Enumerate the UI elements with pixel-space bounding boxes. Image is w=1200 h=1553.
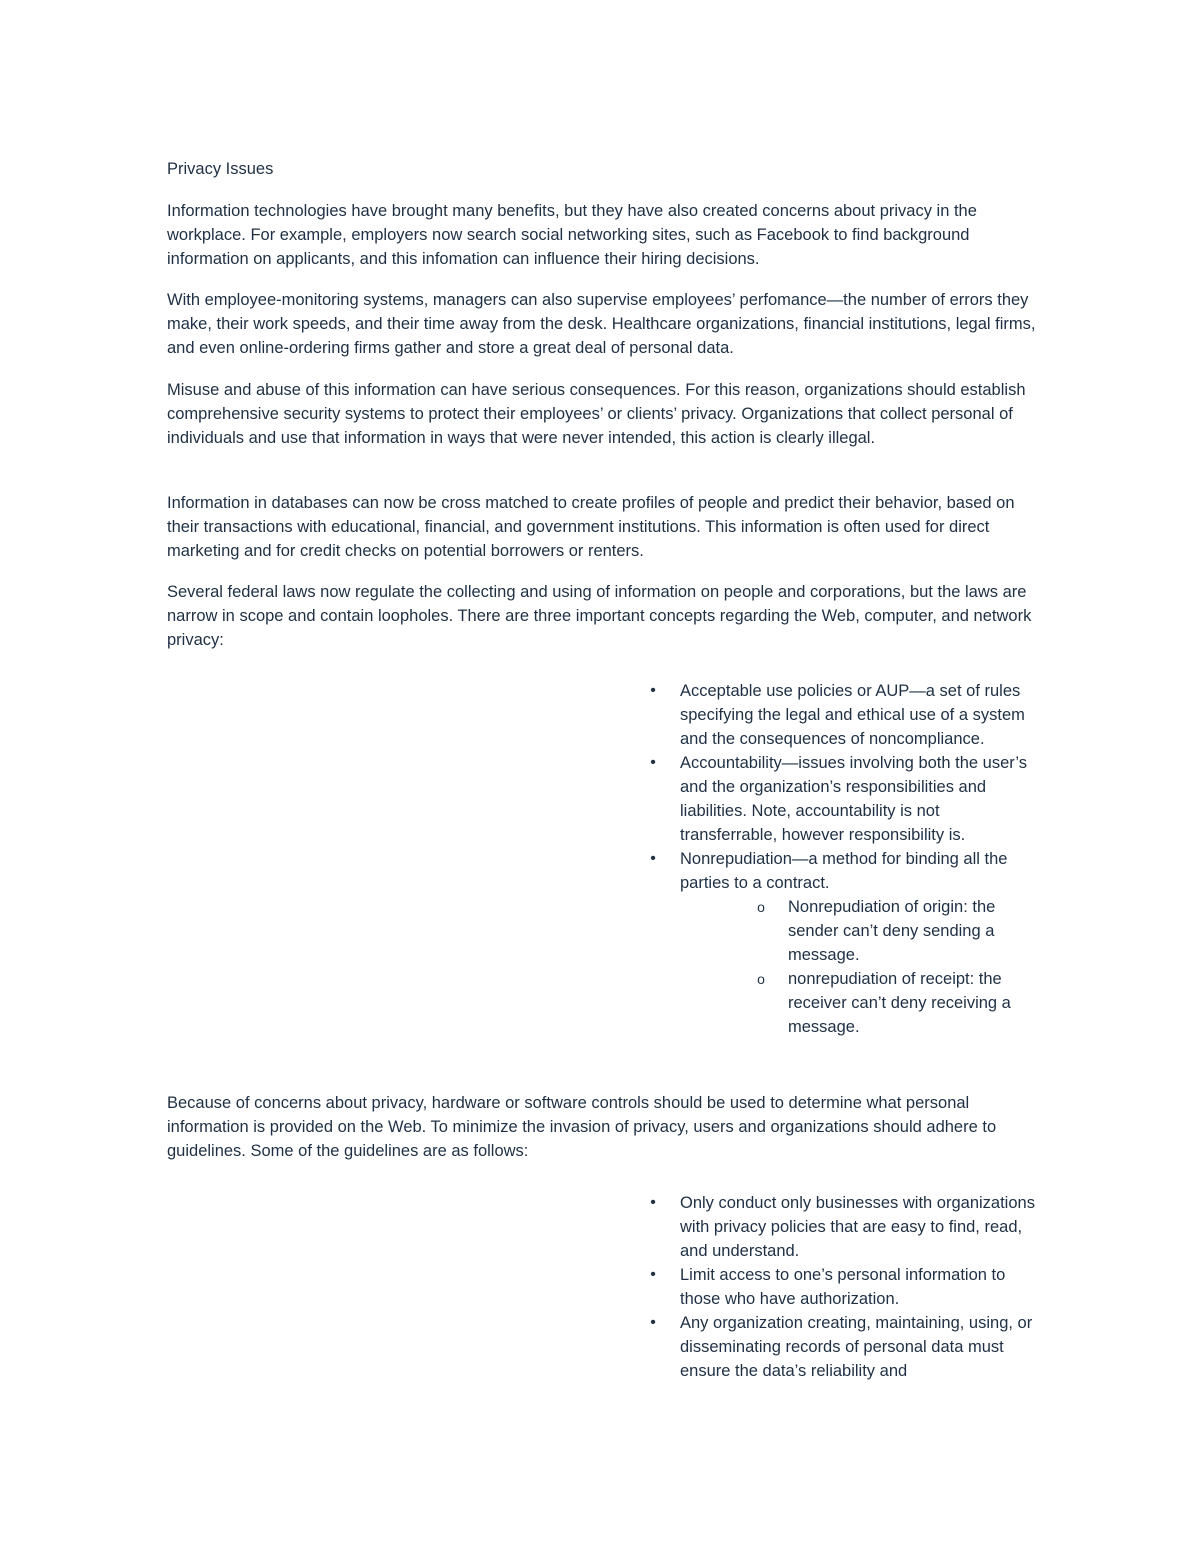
list-item bbox=[646, 1311, 1036, 1383]
list-item bbox=[646, 1263, 1036, 1311]
list-item bbox=[646, 847, 1036, 895]
bullet-icon: • bbox=[650, 1194, 656, 1211]
concept-accountability: Accountability—issues involving both the user’s and the organization’s responsibilities and liabilities. Note, accountability is not transferrable, however responsibility is. bbox=[680, 754, 1027, 844]
paragraph-databases: Information in databases can now be cross matched to create profiles of people and predict their behavior, based on their transactions with educational, financial, and government institutions. This information is often used for direct marketing and for credit checks on potential borrowers or renters. bbox=[167, 494, 1015, 560]
bullet-icon: • bbox=[650, 1314, 656, 1331]
concept-nonrepudiation: Nonrepudiation—a method for binding all the parties to a contract. bbox=[680, 850, 1008, 892]
paragraph-intro: Information technologies have brought many benefits, but they have also created concerns about privacy in the workplace. For example, employers now search social networking sites, such as Facebook to find background information on applicants, and this infomation can influence their hiring decisions. bbox=[167, 202, 977, 268]
bullet-icon: • bbox=[650, 754, 656, 771]
list-item bbox=[646, 751, 1036, 847]
document-title: Privacy Issues bbox=[167, 160, 274, 178]
nonrepudiation-receipt: nonrepudiation of receipt: the receiver can’t deny receiving a message. bbox=[788, 970, 1011, 1036]
list-item bbox=[646, 679, 1036, 751]
paragraph-guidelines-intro: Because of concerns about privacy, hardware or software controls should be used to determine what personal information is provided on the Web. To minimize the invasion of privacy, users and organizations should adhere to guidelines. Some of the guidelines are as follows: bbox=[167, 1094, 997, 1160]
list-item bbox=[646, 1191, 1036, 1263]
privacy-concepts-list bbox=[646, 679, 1036, 1039]
paragraph-monitoring: With employee-monitoring systems, managers can also supervise employees’ perfomance—the number of errors they make, their work speeds, and their time away from the desk. Healthcare organizations, financial institutions, legal firms, and even online-ordering firms gather and store a great deal of personal data. bbox=[167, 291, 1036, 357]
paragraph-misuse: Misuse and abuse of this information can have serious consequences. For this reason, organizations should establish comprehensive security systems to protect their employees’ or clients’ privacy. Organizations that collect personal of individuals and use that information in ways that were never intended, this action is clearly illegal. bbox=[167, 381, 1026, 447]
guideline-limit-access: Limit access to one’s personal information to those who have authorization. bbox=[680, 1266, 1006, 1308]
bullet-icon: • bbox=[650, 850, 656, 867]
bullet-icon: • bbox=[650, 1266, 656, 1283]
list-item bbox=[646, 895, 1036, 967]
guidelines-list bbox=[646, 1191, 1036, 1383]
nonrepudiation-sublist bbox=[646, 895, 1036, 1039]
bullet-icon: • bbox=[650, 682, 656, 699]
nonrepudiation-origin: Nonrepudiation of origin: the sender can’t deny sending a message. bbox=[788, 898, 996, 964]
guideline-privacy-policies: Only conduct only businesses with organizations with privacy policies that are easy to find, read, and understand. bbox=[680, 1194, 1035, 1260]
circle-bullet-icon: o bbox=[757, 899, 765, 915]
circle-bullet-icon: o bbox=[757, 971, 765, 987]
concept-aup: Acceptable use policies or AUP—a set of rules specifying the legal and ethical use of a system and the consequences of noncompliance. bbox=[680, 682, 1025, 748]
sublist-container bbox=[646, 895, 1036, 1039]
list-item bbox=[646, 967, 1036, 1039]
guideline-data-reliability: Any organization creating, maintaining, using, or disseminating records of personal data must ensure the data’s reliability and bbox=[680, 1314, 1033, 1380]
paragraph-federal-laws: Several federal laws now regulate the collecting and using of information on people and corporations, but the laws are narrow in scope and contain loopholes. There are three important concepts regarding the Web, computer, and network privacy: bbox=[167, 583, 1032, 649]
